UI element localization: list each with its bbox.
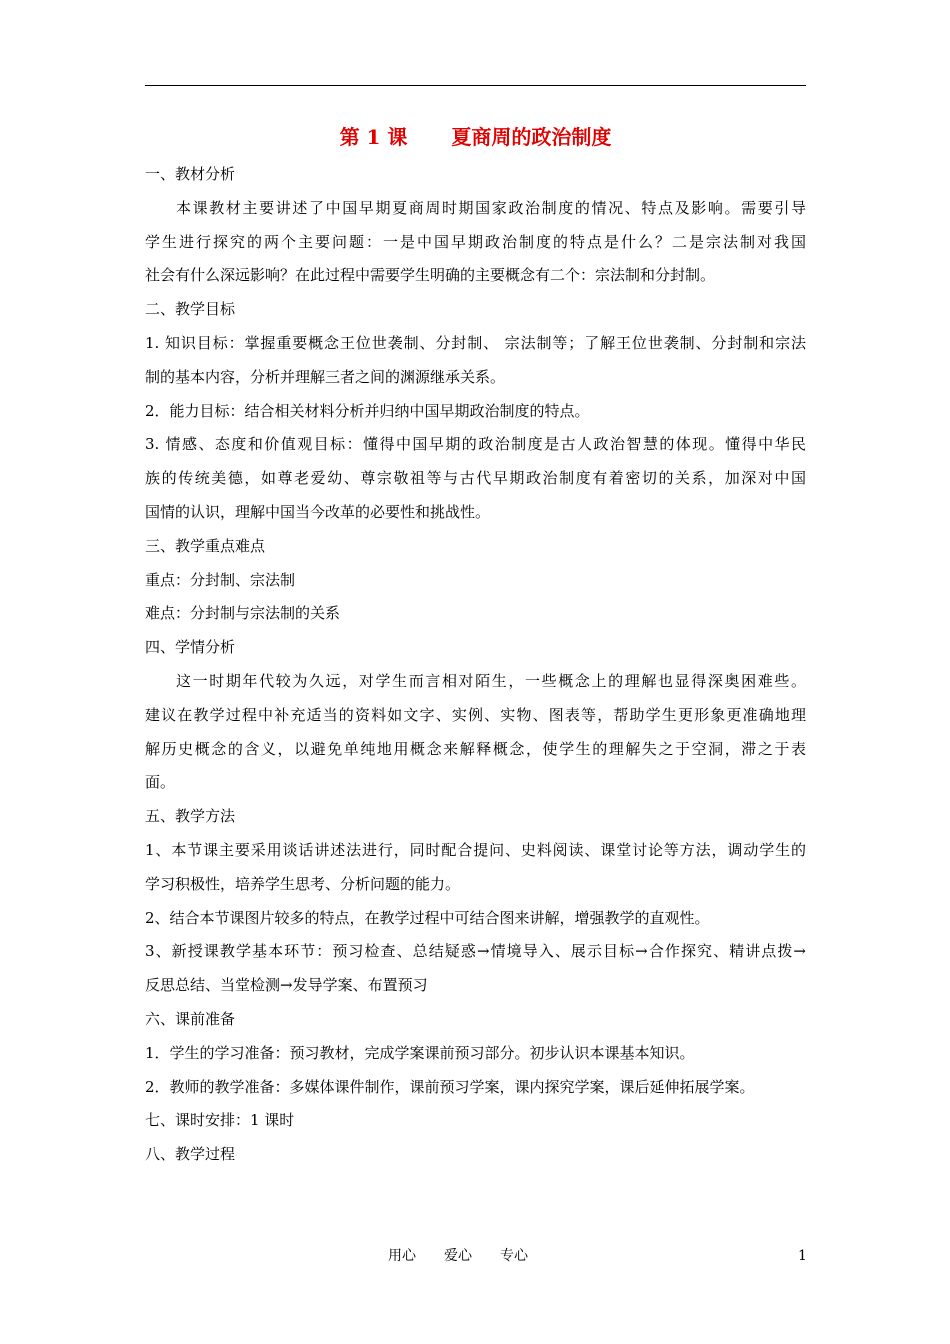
paragraph-line: 国情的认识，理解中国当今改革的必要性和挑战性。 [145,502,491,521]
motto-word: 专心 [500,1248,528,1264]
section-heading: 一、教材分析 [145,165,236,183]
motto-word: 爱心 [444,1248,472,1264]
paragraph-line: 2、结合本节课图片较多的特点，在教学过程中可结合图来讲解，增强教学的直观性。 [145,908,710,927]
section-heading: 五、教学方法 [145,807,236,826]
paragraph-line: 难点：分封制与宗法制的关系 [145,604,341,623]
paragraph-line: 3、新授课教学基本环节：预习检查、总结疑惑→情境导入、展示目标→合作探究、精讲点拨→ [145,942,806,961]
paragraph-line: 族的传统美德，如尊老爱幼、尊宗敬祖等与古代早期政治制度有着密切的关系，加深对中国 [145,469,806,488]
paragraph-line: 3. 情感、态度和价值观目标：懂得中国早期的政治制度是古人政治智慧的体现。懂得中华民 [145,435,806,454]
paragraph-line: 建议在教学过程中补充适当的资料如文字、实例、实物、图表等，帮助学生更形象更准确地理 [145,705,806,724]
paragraph-line: 解历史概念的含义，以避免单纯地用概念来解释概念，使学生的理解失之于空洞，滞之于表 [145,739,806,758]
paragraph-line: 1. 知识目标：掌握重要概念王位世袭制、分封制、 宗法制等；了解王位世袭制、分封制和宗法 [145,333,806,352]
lesson-title [145,120,806,154]
paragraph-line: 1、本节课主要采用谈话讲述法进行，同时配合提问、史料阅读、课堂讨论等方法，调动学生的 [145,840,806,859]
lesson-number: 第 1 课 [339,125,408,149]
section-heading: 三、教学重点难点 [145,536,266,555]
paragraph-line: 反思总结、当堂检测→发导学案、布置预习 [145,976,428,995]
paragraph-line: 本课教材主要讲述了中国早期夏商周时期国家政治制度的情况、特点及影响。需要引导 [176,198,806,217]
page-number: 1 [798,1248,807,1264]
header-rule [145,85,806,86]
paragraph-line: 2．能力目标：结合相关材料分析并归纳中国早期政治制度的特点。 [145,401,590,420]
paragraph-line: 学生进行探究的两个主要问题：一是中国早期政治制度的特点是什么？二是宗法制对我国 [145,232,806,251]
paragraph-line: 这一时期年代较为久远，对学生而言相对陌生，一些概念上的理解也显得深奥困难些。 [176,671,806,690]
paragraph-line: 制的基本内容，分析并理解三者之间的渊源继承关系。 [145,367,506,386]
footer-motto [388,1244,528,1268]
document-body [145,158,806,1172]
lesson-name: 夏商周的政治制度 [451,125,612,149]
section-heading: 二、教学目标 [145,300,236,319]
paragraph-line: 1．学生的学习准备：预习教材，完成学案课前预习部分。初步认识本课基本知识。 [145,1043,695,1062]
paragraph-line: 面。 [145,773,176,792]
motto-word: 用心 [388,1248,416,1264]
section-heading: 七、课时安排：1 课时 [145,1111,295,1130]
paragraph-line: 社会有什么深远影响？在此过程中需要学生明确的主要概念有二个：宗法制和分封制。 [145,266,716,285]
paragraph-line: 学习积极性，培养学生思考、分析问题的能力。 [145,874,461,893]
section-heading: 六、课前准备 [145,1009,236,1028]
paragraph-line: 重点：分封制、宗法制 [145,570,296,589]
paragraph-line: 2．教师的教学准备：多媒体课件制作，课前预习学案，课内探究学案，课后延伸拓展学案。 [145,1077,755,1096]
section-heading: 八、教学过程 [145,1145,236,1164]
section-heading: 四、学情分析 [145,638,236,657]
